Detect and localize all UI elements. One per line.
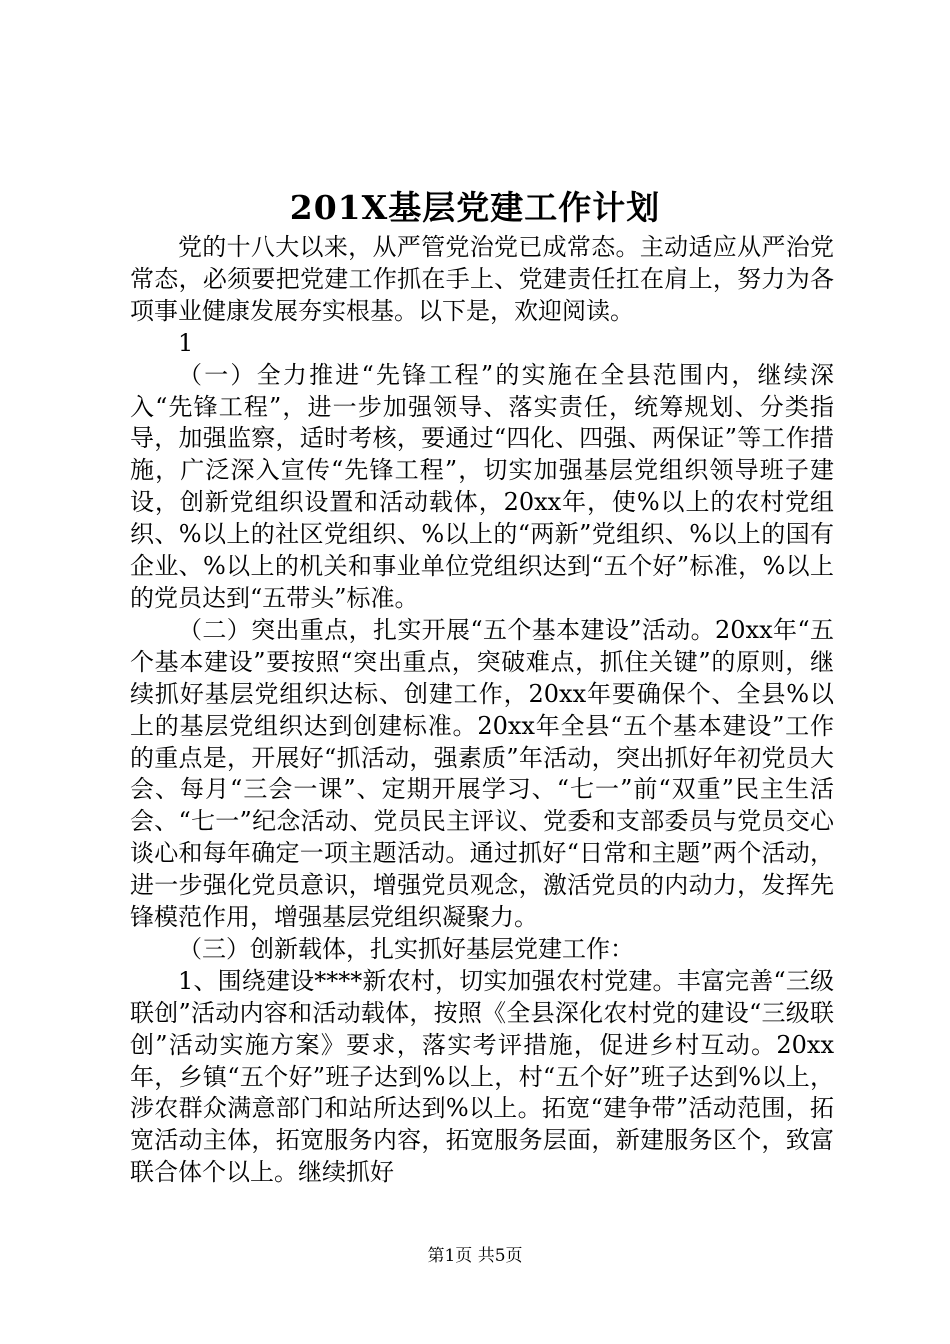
intro-paragraph: 党的十八大以来，从严管党治党已成常态。主动适应从严治党常态，必须要把党建工作抓在手上、党建责任扛在肩上，努力为各项事业健康发展夯实根基。以下是，欢迎阅读。 [130,233,834,325]
section-two-paragraph: （二）突出重点，扎实开展“五个基本建设”活动。20xx年“五个基本建设”要按照“突出重点，突破难点，抓住关键”的原则，继续抓好基层党组织达标、创建工作，20xx年要确保个、全县%以上的基层党组织达到创建标准。20xx年全县“五个基本建设”工作的重点是，开展好“抓活动，强素质”年活动，突出抓好年初党员大会、每月“三会一课”、定期开展学习、“七一”前“双重”民主生活会、“七一”纪念活动、党员民主评议、党委和支部委员与党员交心谈心和每年确定一项主题活动。通过抓好“日常和主题”两个活动，进一步强化党员意识，增强党员观念，激活党员的内动力，发挥先锋模范作用，增强基层党组织凝聚力。 [130,615,834,932]
page-footer: 第1页 共5页 [427,1246,523,1266]
section-one-paragraph: （一）全力推进“先锋工程”的实施在全县范围内，继续深入“先锋工程”，进一步加强领导、落实责任，统筹规划、分类指导，加强监察，适时考核，要通过“四化、四强、两保证”等工作措施，广泛深入宣传“先锋工程”，切实加强基层党组织领导班子建设，创新党组织设置和活动载体，20xx年，使%以上的农村党组织、%以上的社区党组织、%以上的“两新”党组织、%以上的国有企业、%以上的机关和事业单位党组织达到“五个好”标准，%以上的党员达到“五带头”标准。 [130,360,834,612]
document-title: 201X基层党建工作计划 [289,188,661,227]
section-three-heading: （三）创新载体，扎实抓好基层党建工作： [178,934,634,963]
section-number: 1 [178,328,194,357]
document-body [130,232,834,1189]
subsection-one-paragraph: 1、围绕建设****新农村，切实加强农村党建。丰富完善“三级联创”活动内容和活动载体，按照《全县深化农村党的建设“三级联创”活动实施方案》要求，落实考评措施，促进乡村互动。20xx年，乡镇“五个好”班子达到%以上，村“五个好”班子达到%以上，涉农群众满意部门和站所达到%以上。拓宽“建争带”活动范围，拓宽活动主体，拓宽服务内容，拓宽服务层面，新建服务区个，致富联合体个以上。继续抓好 [130,966,834,1187]
